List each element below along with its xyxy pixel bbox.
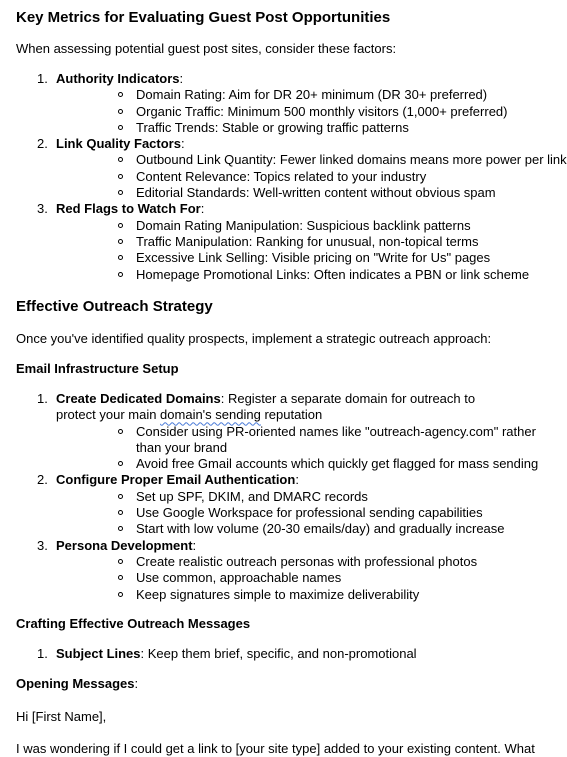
list-item-title: Red Flags to Watch For: [56, 201, 201, 217]
outreach-intro: Once you've identified quality prospects, implement a strategic outreach approach:: [16, 331, 492, 346]
list-number: 1.: [37, 391, 48, 406]
sub-list-item: Domain Rating: Aim for DR 20+ minimum (DR 30+ preferred): [56, 87, 512, 103]
bullet-icon: [118, 494, 123, 499]
sub-list-item: Start with low volume (20-30 emails/day) and gradually increase: [56, 521, 512, 537]
list-item: 1. Create Dedicated Domains: Register a separate domain for outreach to protect your main domain's sending reputation Consider using PR-oriented names like "outreach-agency.com" rather than your brand Avoid free Gmail accounts which quickly get flagged for mass sending: [37, 391, 539, 472]
sub-list-item: Use common, approachable names: [56, 570, 512, 586]
list-item-title: Create Dedicated Domains: [56, 391, 221, 406]
sub-list: [56, 489, 512, 538]
sub-list-item: Domain Rating Manipulation: Suspicious backlink patterns: [56, 218, 512, 234]
bullet-icon: [118, 272, 123, 277]
bullet-icon: [118, 429, 123, 434]
sub-list-item: Traffic Manipulation: Ranking for unusual, non-topical terms: [56, 234, 512, 250]
sub-list-item: Create realistic outreach personas with professional photos: [56, 554, 512, 570]
sub-list-item: Traffic Trends: Stable or growing traffic patterns: [56, 120, 512, 136]
list-number: 2.: [37, 136, 48, 152]
list-number: 3.: [37, 201, 48, 217]
list-item: 1. Authority Indicators: Domain Rating: Aim for DR 20+ minimum (DR 30+ preferred) Organic Traffic: Minimum 500 monthly visitors (1,000+ preferred) Traffic Trends: Stable or growing traffic patterns: [16, 71, 512, 136]
sub-list-item: Outbound Link Quantity: Fewer linked domains means more power per link: [56, 152, 512, 168]
list-item-title: Persona Development: [56, 537, 193, 553]
bullet-icon: [118, 592, 123, 597]
sub-list-item: Organic Traffic: Minimum 500 monthly visitors (1,000+ preferred): [56, 104, 512, 120]
sub-list: [56, 217, 530, 283]
bullet-icon: [118, 239, 123, 244]
body-text-partial: I was wondering if I could get a link to [your site type] added to your existing content. What: [16, 741, 535, 756]
metrics-list: [16, 71, 567, 283]
bullet-icon: [118, 174, 123, 179]
bullet-icon: [118, 575, 123, 580]
sub-list-item: Use Google Workspace for professional sending capabilities: [56, 505, 512, 521]
sub-list-item: Keep signatures simple to maximize deliverability: [56, 587, 512, 603]
list-item: 3. Persona Development: Create realistic outreach personas with professional photos Use common, approachable names Keep signatures simple to maximize deliverability: [16, 538, 512, 603]
sub-list-item: Excessive Link Selling: Visible pricing on "Write for Us" pages: [56, 250, 512, 266]
bullet-icon: [118, 526, 123, 531]
crafting-list: [16, 646, 512, 662]
crafting-heading: Crafting Effective Outreach Messages: [16, 616, 251, 631]
opening-messages-label: Opening Messages:: [16, 676, 139, 691]
bullet-icon: [118, 461, 123, 466]
list-item-title: Subject Lines: [56, 646, 141, 661]
sub-list-item: Homepage Promotional Links: Often indicates a PBN or link scheme: [56, 267, 512, 283]
sub-list-item: Avoid free Gmail accounts which quickly get flagged for mass sending: [56, 456, 512, 472]
bullet-icon: [118, 125, 123, 130]
metrics-heading: Key Metrics for Evaluating Guest Post Opportunities: [16, 9, 391, 26]
greeting-text: Hi [First Name],: [16, 709, 107, 724]
list-number: 1.: [37, 646, 48, 661]
metrics-intro: When assessing potential guest post sites, consider these factors:: [16, 41, 397, 56]
email-list: [16, 391, 539, 603]
bullet-icon: [118, 255, 123, 260]
list-item-title: Configure Proper Email Authentication: [56, 472, 296, 488]
bullet-icon: [118, 223, 123, 228]
list-item: 2. Link Quality Factors: Outbound Link Quantity: Fewer linked domains means more power per link Content Relevance: Topics related to your industry Editorial Standards: Well-written content without obvious spam: [37, 136, 567, 201]
bullet-icon: [118, 510, 123, 515]
sub-list-item: Consider using PR-oriented names like "outreach-agency.com" rather than your brand: [56, 424, 512, 457]
list-item: 1. Subject Lines: Keep them brief, specific, and non-promotional: [37, 646, 417, 661]
list-number: 1.: [37, 71, 48, 86]
list-number: 3.: [37, 537, 48, 553]
spellcheck-underline: domain's sending: [160, 407, 261, 423]
list-item-title: Authority Indicators: [56, 71, 180, 86]
sub-list: [56, 423, 539, 473]
bullet-icon: [118, 559, 123, 564]
list-item-title: Link Quality Factors: [56, 136, 181, 152]
bullet-icon: [118, 109, 123, 114]
list-item: 2. Configure Proper Email Authentication: Set up SPF, DKIM, and DMARC records Use Google Workspace for professional sending capabilities Start with low volume (20-30 emails/day) and gradually increase: [16, 472, 512, 537]
sub-list-item: Content Relevance: Topics related to your industry: [56, 169, 512, 185]
sub-list: [56, 152, 567, 201]
sub-list-item: Editorial Standards: Well-written content without obvious spam: [56, 185, 512, 201]
bullet-icon: [118, 157, 123, 162]
email-heading: Email Infrastructure Setup: [16, 361, 179, 376]
sub-list: [56, 87, 512, 136]
list-number: 2.: [37, 472, 48, 488]
bullet-icon: [118, 92, 123, 97]
bullet-icon: [118, 190, 123, 195]
sub-list: [56, 554, 512, 603]
list-item: 3. Red Flags to Watch For: Domain Rating Manipulation: Suspicious backlink patterns Traffic Manipulation: Ranking for unusual, non-topical terms Excessive Link Selling: Visible pricing on "Write for Us" pages Homepage Promotional Links: Often indicates a PBN or link scheme: [37, 201, 530, 282]
outreach-heading: Effective Outreach Strategy: [16, 298, 213, 315]
sub-list-item: Set up SPF, DKIM, and DMARC records: [56, 489, 512, 505]
